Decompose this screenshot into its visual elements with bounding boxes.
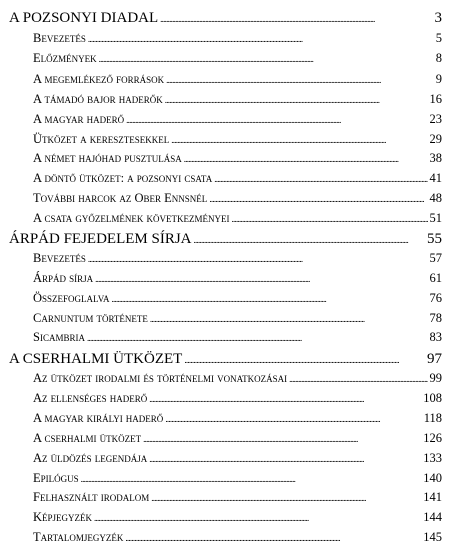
toc-entry-title: Az ütközet irodalmi és történelmi vonatkozásai (33, 371, 288, 385)
toc-section-entry (33, 31, 442, 49)
dot-leader (166, 72, 434, 87)
dot-leader (165, 92, 428, 107)
dot-leader (165, 411, 421, 426)
dot-leader (231, 211, 427, 226)
toc-section-entry (33, 51, 442, 69)
toc-entry-title: A CSERHALMI ÜTKÖZET (9, 351, 183, 367)
toc-entry-page-number: 99 (429, 371, 442, 385)
toc-entry-page-number: 141 (423, 490, 442, 504)
dot-leader (194, 231, 425, 248)
dot-leader (88, 251, 428, 266)
dot-leader (88, 31, 434, 46)
toc-entry-page-number: 133 (423, 451, 442, 465)
toc-section-entry (33, 411, 442, 429)
dot-leader (160, 10, 432, 27)
toc-entry-title: Bevezetés (33, 31, 86, 45)
dot-leader (94, 510, 421, 525)
toc-entry-title: A támadó bajor haderők (33, 92, 163, 106)
dot-leader (214, 171, 427, 186)
toc-section-entry (33, 371, 442, 389)
dot-leader (149, 451, 421, 466)
toc-entry-page-number: 48 (429, 191, 442, 205)
toc-section-entry (33, 391, 442, 409)
dot-leader (143, 431, 421, 446)
dot-leader (99, 51, 434, 66)
toc-entry-title: Tartalomjegyzék (33, 530, 124, 544)
toc-entry-title: Sicambria (33, 330, 85, 344)
toc-entry-title: Ütközet a keresztesekkel (33, 132, 170, 146)
dot-leader (151, 490, 421, 505)
toc-entry-page-number: 97 (427, 351, 442, 367)
toc-entry-title: A csata győzelmének következményei (33, 211, 230, 225)
toc-entry-title: A megemlékező források (33, 72, 165, 86)
toc-section-entry (33, 471, 442, 489)
toc-entry-page-number: 23 (429, 112, 442, 126)
toc-section-entry (33, 530, 442, 548)
toc-entry-page-number: 8 (435, 51, 442, 65)
toc-section-entry (33, 171, 442, 189)
toc-entry-page-number: 78 (429, 311, 442, 325)
toc-entry-title: Bevezetés (33, 251, 86, 265)
toc-section-entry (33, 431, 442, 449)
toc-entry-title: Árpád sírja (33, 271, 94, 285)
toc-section-entry (33, 490, 442, 508)
dot-leader (95, 271, 427, 286)
toc-entry-title: Az ellenséges haderő (33, 391, 148, 405)
toc-section-entry (33, 92, 442, 110)
toc-entry-page-number: 126 (423, 431, 442, 445)
toc-entry-page-number: 29 (429, 132, 442, 146)
toc-entry-title: A döntő ütközet: a pozsonyi csata (33, 171, 213, 185)
toc-section-entry (33, 132, 442, 150)
toc-section-entry (33, 451, 442, 469)
dot-leader (184, 151, 428, 166)
toc-section-entry (33, 191, 442, 209)
toc-section-entry (33, 271, 442, 289)
dot-leader (87, 330, 428, 345)
toc-entry-page-number: 55 (427, 231, 442, 247)
toc-entry-title: Carnuntum története (33, 311, 148, 325)
toc-entry-page-number: 108 (423, 391, 442, 405)
toc-entry-page-number: 76 (429, 291, 442, 305)
dot-leader (209, 191, 427, 206)
toc-entry-page-number: 61 (429, 271, 442, 285)
toc-chapter-entry (9, 10, 442, 30)
toc-section-entry (33, 211, 442, 229)
toc-section-entry (33, 112, 442, 130)
toc-section-entry (33, 510, 442, 528)
toc-entry-page-number: 16 (429, 92, 442, 106)
toc-entry-title: Az üldözés legendája (33, 451, 148, 465)
toc-entry-page-number: 145 (423, 530, 442, 544)
dot-leader (171, 132, 427, 147)
toc-section-entry (33, 251, 442, 269)
toc-entry-page-number: 3 (434, 10, 442, 26)
toc-chapter-entry (9, 231, 442, 251)
dot-leader (150, 311, 428, 326)
toc-entry-page-number: 9 (435, 72, 442, 86)
toc-entry-title: A magyar királyi haderő (33, 411, 164, 425)
toc-entry-title: Képjegyzék (33, 510, 93, 524)
toc-entry-title: A POZSONYI DIADAL (9, 10, 159, 26)
toc-section-entry (33, 72, 442, 90)
toc-entry-page-number: 41 (429, 171, 442, 185)
toc-entry-page-number: 38 (429, 151, 442, 165)
toc-entry-title: A német hajóhad pusztulása (33, 151, 182, 165)
toc-entry-title: A cserhalmi ütközet (33, 431, 142, 445)
dot-leader (126, 112, 427, 127)
dot-leader (81, 471, 422, 486)
toc-entry-page-number: 57 (429, 251, 442, 265)
toc-chapter-entry (9, 351, 442, 371)
toc-entry-title: További harcok az Ober Ennsnél (33, 191, 208, 205)
toc-entry-title: Összefoglalva (33, 291, 110, 305)
dot-leader (184, 351, 425, 368)
toc-section-entry (33, 291, 442, 309)
toc-entry-title: Epilógus (33, 471, 79, 485)
toc-entry-title: ÁRPÁD FEJEDELEM SÍRJA (9, 231, 192, 247)
toc-section-entry (33, 151, 442, 169)
toc-entry-page-number: 140 (423, 471, 442, 485)
toc-entry-page-number: 51 (429, 211, 442, 225)
toc-entry-page-number: 118 (423, 411, 442, 425)
toc-entry-title: Előzmények (33, 51, 97, 65)
dot-leader (289, 371, 427, 386)
dot-leader (125, 530, 421, 545)
toc-entry-title: Felhasznált irodalom (33, 490, 150, 504)
toc-entry-page-number: 83 (429, 330, 442, 344)
toc-section-entry (33, 330, 442, 348)
dot-leader (112, 291, 428, 306)
dot-leader (149, 391, 421, 406)
toc-entry-page-number: 5 (435, 31, 442, 45)
toc-entry-page-number: 144 (423, 510, 442, 524)
toc-section-entry (33, 311, 442, 329)
toc-entry-title: A magyar haderő (33, 112, 125, 126)
